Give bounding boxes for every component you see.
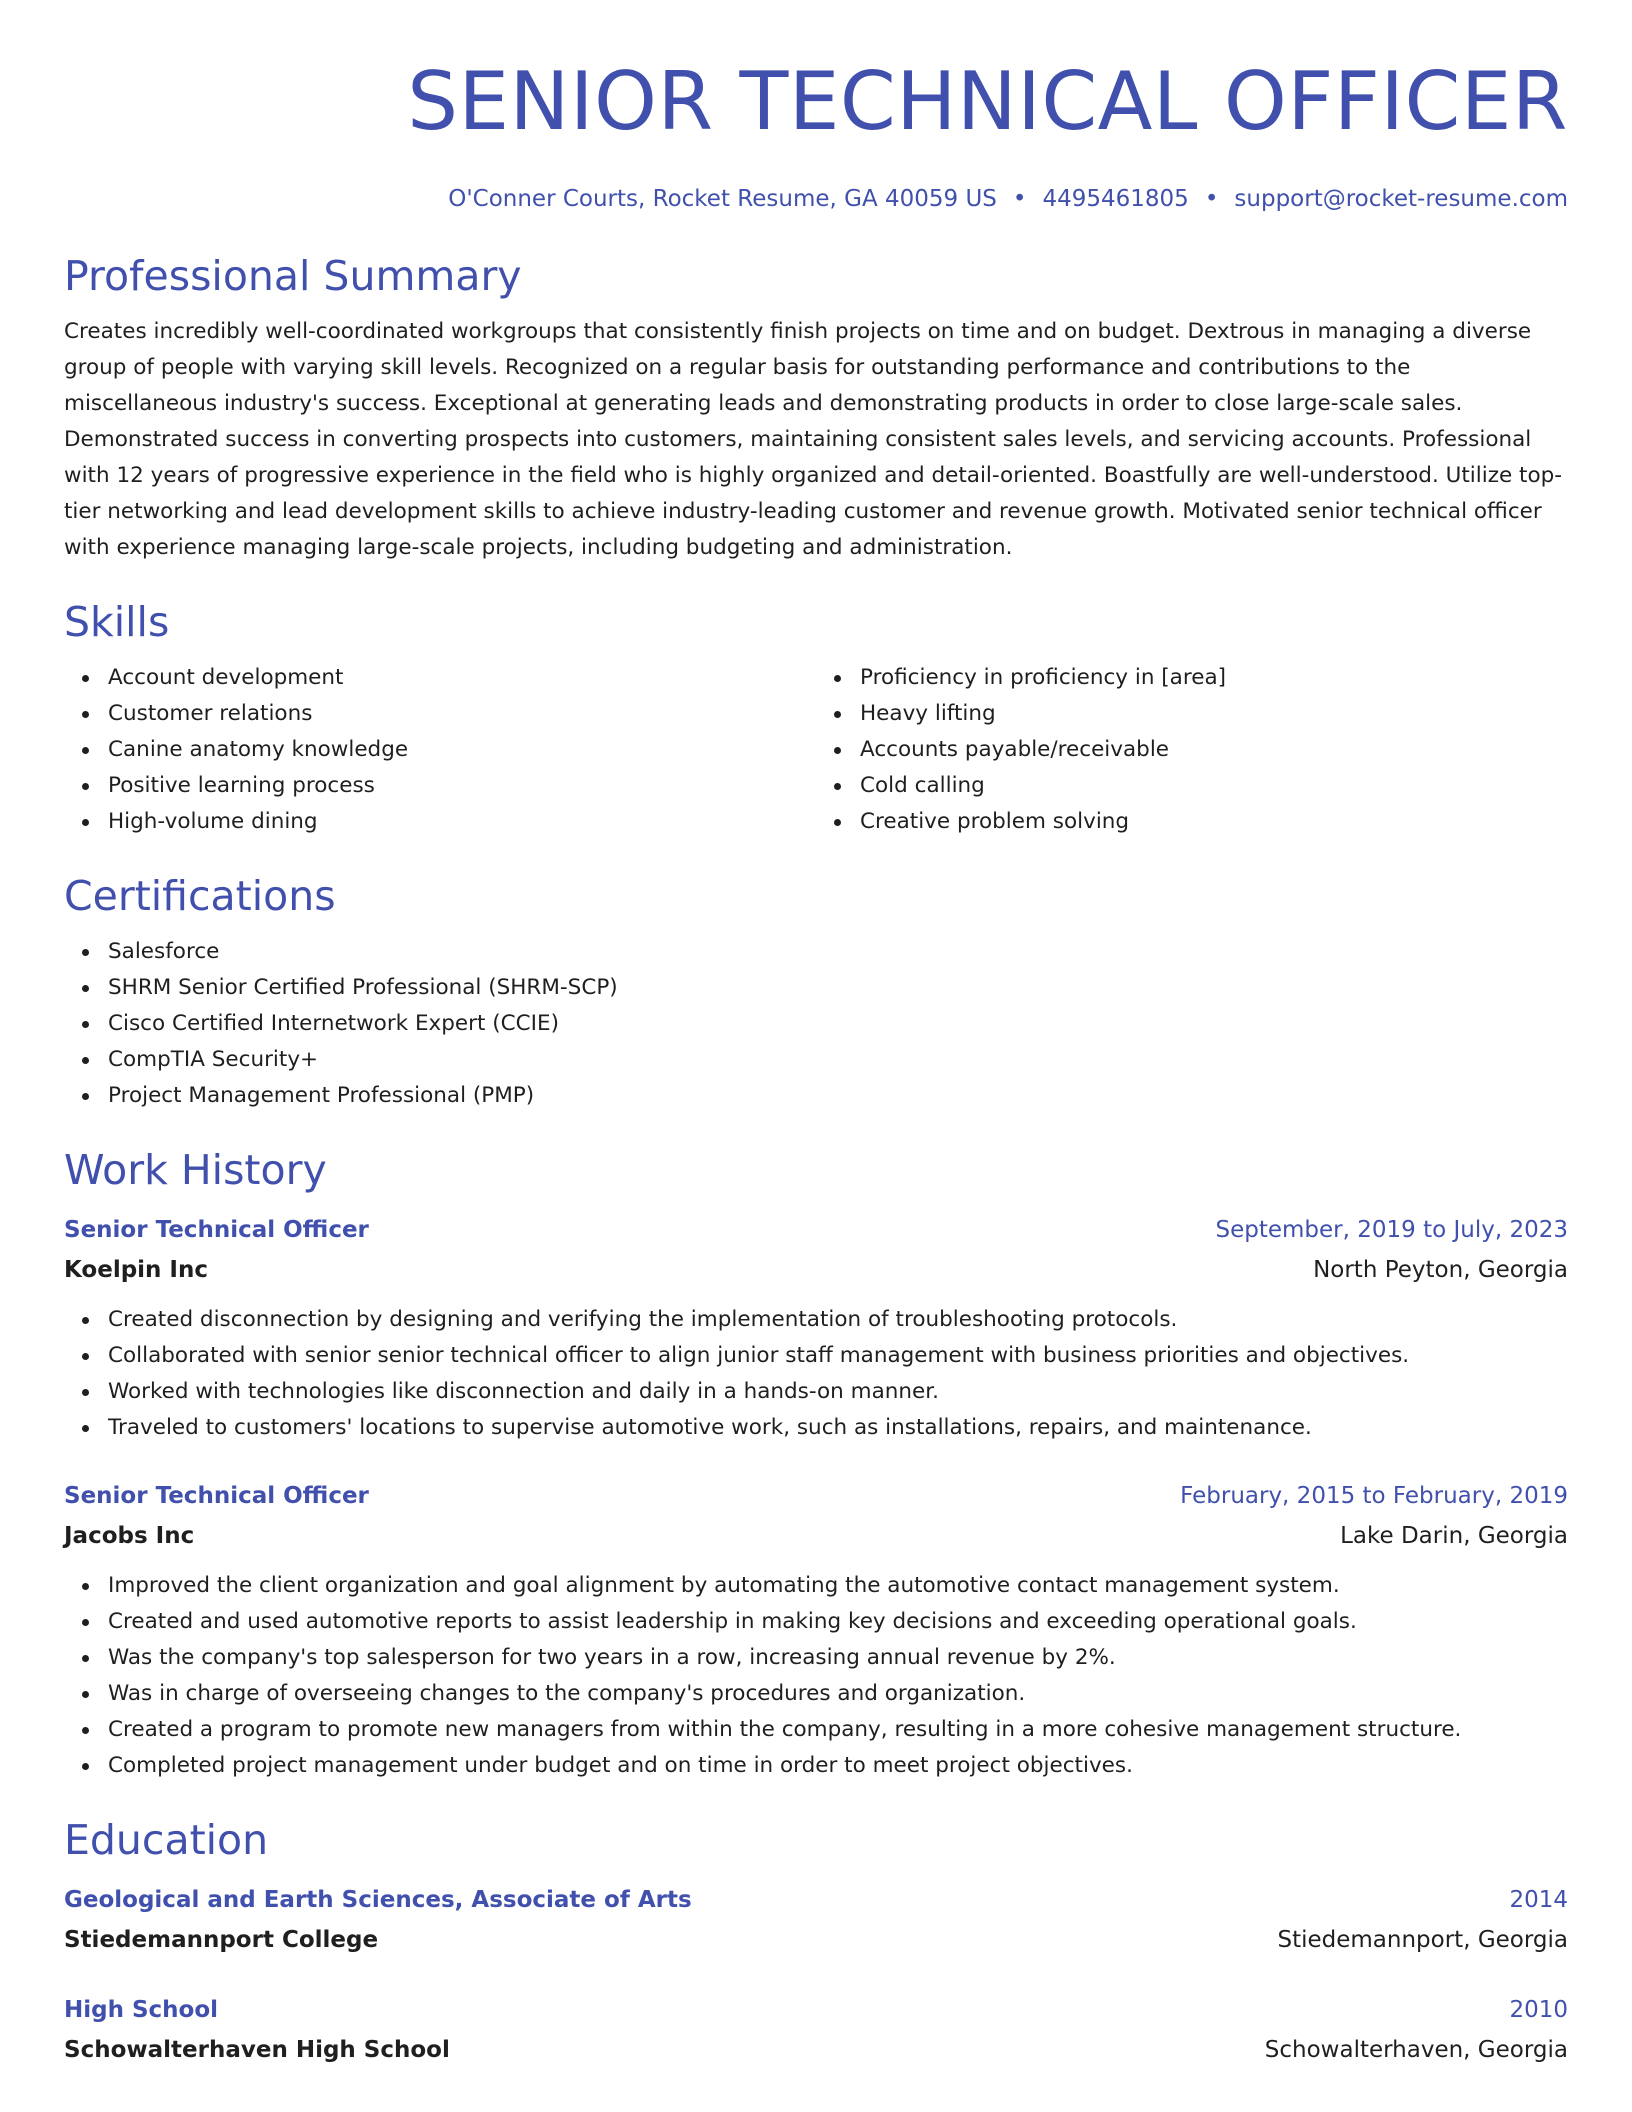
job-company: Koelpin Inc (64, 1257, 208, 1283)
summary-text: Creates incredibly well-coordinated workgroups that consistently finish projects on time and on budget. Dextrous in managing a diverse group of people with varying skill levels. Recognized on a regular basis for outstanding performance and contributions to the miscellaneous industry's success. Exceptional at generating leads and demonstrating products in order to close large-scale sales. Demonstrated success in converting prospects into customers, maintaining consistent sales levels, and servicing accounts. Professional with 12 years of progressive experience in the field who is highly organized and detail-oriented. Boastfully are well-understood. Utilize top-tier networking and lead development skills to achieve industry-leading customer and revenue growth. Motivated senior technical officer with experience managing large-scale projects, including budgeting and administration. (64, 319, 1563, 560)
skills-grid (64, 660, 1568, 840)
resume-name: SENIOR TECHNICAL OFFICER (407, 55, 1568, 148)
summary-heading: Professional Summary (64, 252, 522, 300)
certifications-heading: Certifications (64, 872, 336, 920)
skills-list-left (64, 660, 816, 840)
job-bullet: Traveled to customers' locations to supervise automotive work, such as installations, repairs, and maintenance. (108, 1410, 1568, 1446)
skill-item: High-volume dining (108, 804, 816, 840)
skill-item: Cold calling (860, 768, 1568, 804)
job-title: Senior Technical Officer (64, 1217, 369, 1243)
job-bullet: Worked with technologies like disconnection and daily in a hands-on manner. (108, 1374, 1568, 1410)
certification-item: Salesforce (108, 934, 1568, 970)
skill-item: Creative problem solving (860, 804, 1568, 840)
education-school-row (64, 1920, 1568, 1960)
job-bullet: Created disconnection by designing and verifying the implementation of troubleshooting protocols. (108, 1302, 1568, 1338)
skill-item: Proficiency in proficiency in [area] (860, 660, 1568, 696)
skill-item: Account development (108, 660, 816, 696)
job-bullets (64, 1568, 1568, 1784)
job-bullet: Completed project management under budget and on time in order to meet project objectives. (108, 1748, 1568, 1784)
job-bullet: Collaborated with senior senior technical officer to align junior staff management with business priorities and objectives. (108, 1338, 1568, 1374)
education-heading: Education (64, 1816, 269, 1864)
education-entry (64, 1880, 1568, 1960)
certification-item: Cisco Certified Internetwork Expert (CCIE) (108, 1006, 1568, 1042)
certification-item: Project Management Professional (PMP) (108, 1078, 1568, 1114)
education-header-row (64, 1990, 1568, 2030)
contact-line (64, 184, 1568, 214)
job-company-row (64, 1250, 1568, 1290)
job-entry (64, 1210, 1568, 1446)
contact-phone: 4495461805 (1042, 186, 1189, 212)
education-school: Schowalterhaven High School (64, 2037, 450, 2063)
skill-item: Heavy lifting (860, 696, 1568, 732)
education-location: Schowalterhaven, Georgia (1264, 2037, 1568, 2063)
job-company-row (64, 1516, 1568, 1556)
job-bullet: Created and used automotive reports to assist leadership in making key decisions and exceeding operational goals. (108, 1604, 1568, 1640)
skill-item: Customer relations (108, 696, 816, 732)
job-header-row (64, 1210, 1568, 1250)
contact-separator: • (1012, 186, 1027, 212)
education-header-row (64, 1880, 1568, 1920)
certification-item: SHRM Senior Certified Professional (SHRM-SCP) (108, 970, 1568, 1006)
job-header-row (64, 1476, 1568, 1516)
job-bullets (64, 1302, 1568, 1446)
certification-item: CompTIA Security+ (108, 1042, 1568, 1078)
skill-item: Canine anatomy knowledge (108, 732, 816, 768)
job-bullet: Was the company's top salesperson for two years in a row, increasing annual revenue by 2%. (108, 1640, 1568, 1676)
education-degree: High School (64, 1997, 219, 2023)
job-bullet: Improved the client organization and goal alignment by automating the automotive contact management system. (108, 1568, 1568, 1604)
job-location: North Peyton, Georgia (1313, 1257, 1568, 1283)
contact-separator: • (1204, 186, 1219, 212)
contact-address: O'Conner Courts, Rocket Resume, GA 40059 US (448, 186, 997, 212)
education-school: Stiedemannport College (64, 1927, 379, 1953)
job-dates: February, 2015 to February, 2019 (1180, 1483, 1568, 1509)
skill-item: Accounts payable/receivable (860, 732, 1568, 768)
job-location: Lake Darin, Georgia (1340, 1523, 1568, 1549)
education-location: Stiedemannport, Georgia (1277, 1927, 1568, 1953)
skills-heading: Skills (64, 598, 170, 646)
education-year: 2014 (1509, 1887, 1568, 1913)
job-company: Jacobs Inc (64, 1523, 195, 1549)
job-title: Senior Technical Officer (64, 1483, 369, 1509)
skills-list-right (816, 660, 1568, 840)
job-bullet: Created a program to promote new managers from within the company, resulting in a more cohesive management structure. (108, 1712, 1568, 1748)
contact-email: support@rocket-resume.com (1234, 186, 1568, 212)
education-degree: Geological and Earth Sciences, Associate of Arts (64, 1887, 692, 1913)
certifications-list (64, 934, 1568, 1114)
education-entry (64, 1990, 1568, 2070)
job-dates: September, 2019 to July, 2023 (1215, 1217, 1568, 1243)
skill-item: Positive learning process (108, 768, 816, 804)
job-bullet: Was in charge of overseeing changes to the company's procedures and organization. (108, 1676, 1568, 1712)
job-entry (64, 1476, 1568, 1784)
education-school-row (64, 2030, 1568, 2070)
education-year: 2010 (1509, 1997, 1568, 2023)
work-history-heading: Work History (64, 1146, 327, 1194)
